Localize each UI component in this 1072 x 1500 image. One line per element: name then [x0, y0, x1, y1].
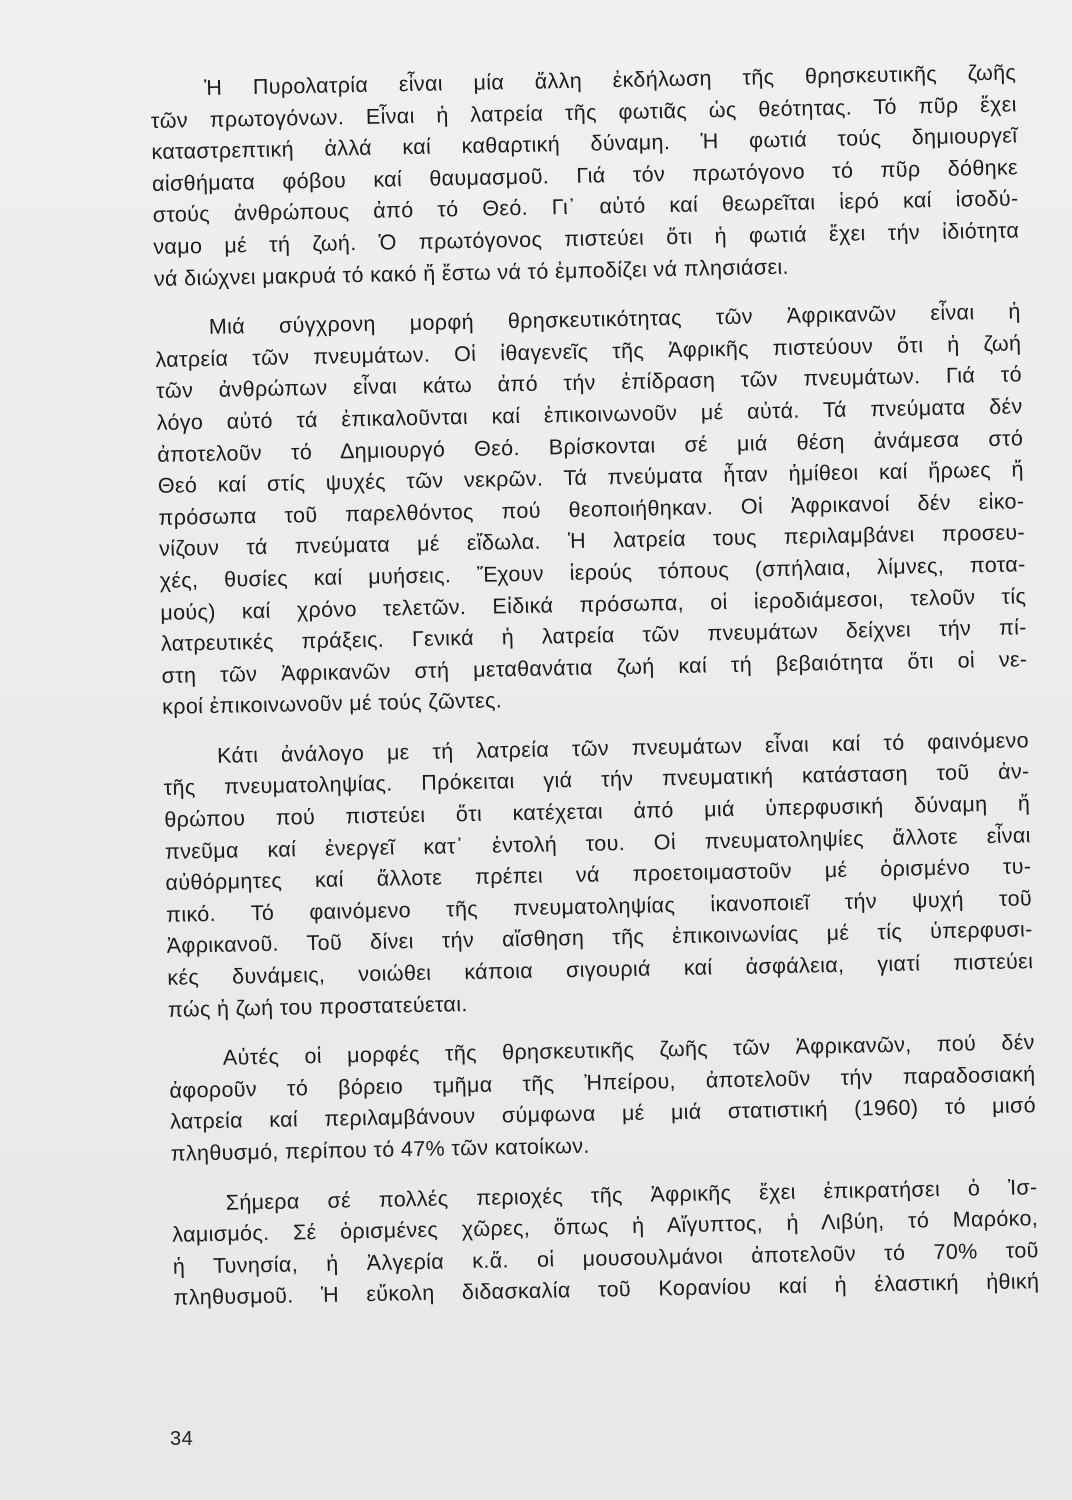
text-line: Κάτι ἀνάλογο με τή λατρεία τῶν πνευμάτων εἶναι καί τό φαινόμενο — [216, 728, 1030, 768]
text-line: ἀποτελοῦν τό Δημιουργό Θεό. Βρίσκονται σέ μιά θέση ἀνάμεσα στό — [157, 425, 1024, 467]
paragraph-islam — [171, 1172, 1039, 1315]
paragraph-spirit-possession — [163, 725, 1034, 1026]
text-line: Σήμερα σέ πολλές περιοχές τῆς Ἀφρικῆς ἔχει ἐπικρατήσει ὁ Ἰσ- — [225, 1174, 1038, 1215]
paragraph-traditional-religion — [169, 1027, 1037, 1170]
text-line: λόγο αὐτό τά ἐπικαλοῦνται καί ἐπικοινωνοῦν μέ αὐτά. Τά πνεύματα δέν — [156, 394, 1023, 435]
text-line: Μιά σύγχρονη μορφή θρησκευτικότητας τῶν Ἀφρικανῶν εἶναι ἡ — [208, 299, 1021, 340]
text-line: Ἀφρικανοῦ. Τοῦ δίνει τήν αἴσθηση τῆς ἐπικοινωνίας μέ τίς ὑπερφυσι- — [166, 917, 1033, 959]
text-line: χές, θυσίες καί μυήσεις. Ἔχουν ἱερούς τόπους (σπήλαια, λίμνες, ποτα- — [159, 552, 1026, 593]
text-line: καταστρεπτική ἀλλά καί καθαρτική δύναμη. Ἡ φωτιά τούς δημιουργεῖ — [151, 123, 1018, 165]
text-line: ἡ Τυνησία, ἡ Ἀλγερία κ.ἄ. οἱ μουσουλμάνοι ἀποτελοῦν τό 70% τοῦ — [172, 1237, 1039, 1279]
text-line: στούς ἀνθρώπους ἀπό τό Θεό. Γι᾿ αὐτό καί θεωρεῖται ἱερό καί ἰσοδύ- — [152, 186, 1019, 228]
text-line: πρόσωπα τοῦ παρελθόντος πού θεοποιήθηκαν. Οἱ Ἀφρικανοί δέν εἰκο- — [158, 489, 1025, 530]
text-line: ἀφοροῦν τό βόρειο τμῆμα τῆς Ἠπείρου, ἀποτελοῦν τήν παραδοσιακή — [169, 1062, 1036, 1103]
text-line: πικό. Τό φαινόμενο τῆς πνευματοληψίας ἱκανοποιεῖ τήν ψυχή τοῦ — [165, 886, 1033, 927]
text-line: κές δυνάμεις, νοιώθει κάποια σιγουριά καί ἀσφάλεια, γιατί πιστεύει — [167, 949, 1034, 990]
text-line: Ἡ Πυρολατρία εἶναι μία ἄλλη ἐκδήλωση τῆς θρησκευτικῆς ζωῆς — [204, 60, 1017, 100]
text-line: Θεό καί στίς ψυχές τῶν νεκρῶν. Τά πνεύματα ἦταν ἡμίθεοι καί ἥρωες ἤ — [157, 457, 1024, 499]
text-line: τῶν ἀνθρώπων εἶναι κάτω ἀπό τήν ἐπίδραση τῶν πνευμάτων. Γιά τό — [155, 362, 1023, 404]
text-line: τῆς πνευματοληψίας. Πρόκειται γιά τήν πνευματική κατάσταση τοῦ ἀν- — [163, 759, 1030, 801]
text-line: πληθυσμό, περίπου τό 47% τῶν κατοίκων. — [170, 1133, 590, 1166]
text-line: πώς ἡ ζωή του προστατεύεται. — [167, 991, 468, 1022]
paragraph-pyrolatry — [150, 57, 1020, 295]
text-line: στη τῶν Ἀφρικανῶν στή μεταθανάτια ζωή καί τή βεβαιότητα ὅτι οἱ νε- — [161, 646, 1028, 688]
text-line: πνεῦμα καί ἐνεργεῖ κατ᾿ ἐντολή του. Οἱ πνευματοληψίες ἄλλοτε εἶναι — [164, 822, 1031, 864]
text-line: ναμο μέ τή ζωή. Ὁ πρωτόγονος πιστεύει ὅτι ἡ φωτιά ἔχει τήν ἰδιότητα — [153, 218, 1020, 259]
page-body-text — [150, 57, 1040, 1314]
text-line: κροί ἐπικοινωνοῦν μέ τούς ζῶντες. — [161, 688, 503, 720]
text-line: τῶν πρωτογόνων. Εἶναι ἡ λατρεία τῆς φωτιᾶς ὡς θεότητας. Τό πῦρ ἔχει — [150, 91, 1017, 133]
text-line: πληθυσμοῦ. Ἡ εὔκολη διδασκαλία τοῦ Κορανίου καί ἡ ἐλαστική ἠθική — [173, 1269, 1040, 1311]
text-line: αἰσθήματα φόβου καί θαυμασμοῦ. Γιά τόν πρωτόγονο τό πῦρ δόθηκε — [151, 155, 1019, 196]
text-line: Αὐτές οἱ μορφές τῆς θρησκευτικῆς ζωῆς τῶν Ἀφρικανῶν, πού δέν — [222, 1030, 1035, 1070]
text-line: λατρευτικές πράξεις. Γενικά ἡ λατρεία τῶν πνευμάτων δείχνει τήν πί- — [160, 615, 1028, 656]
page-number: 34 — [170, 1428, 194, 1450]
text-line: νίζουν τά πνεύματα μέ εἴδωλα. Ἡ λατρεία τους περιλαμβάνει προσευ- — [158, 520, 1026, 562]
text-line: λαμισμός. Σέ ὁρισμένες χῶρες, ὅπως ἡ Αἴγυπτος, ἡ Λιβύη, τό Μαρόκο, — [172, 1206, 1039, 1247]
text-line: νά διώχνει μακρυά τό κακό ἤ ἔστω νά τό ἐμποδίζει νά πλησιάσει. — [153, 254, 790, 291]
text-line: λατρεία τῶν πνευμάτων. Οἱ ἰθαγενεῖς τῆς Ἀφρικῆς πιστεύουν ὅτι ἡ ζωή — [155, 331, 1022, 372]
paragraph-spirit-worship — [155, 296, 1029, 723]
text-line: αὐθόρμητες καί ἄλλοτε πρέπει νά προετοιμαστοῦν μέ ὁρισμένο τυ- — [165, 854, 1032, 896]
text-line: μούς) καί χρόνο τελετῶν. Εἰδικά πρόσωπα, οἱ ἱεροδιάμεσοι, τελοῦν τίς — [160, 583, 1027, 625]
text-line: θρώπου πού πιστεύει ὅτι κατέχεται ἀπό μιά ὑπερφυσική δύναμη ἤ — [164, 791, 1031, 832]
text-line: λατρεία καί περιλαμβάνουν σύμφωνα μέ μιά στατιστική (1960) τό μισό — [169, 1093, 1037, 1135]
